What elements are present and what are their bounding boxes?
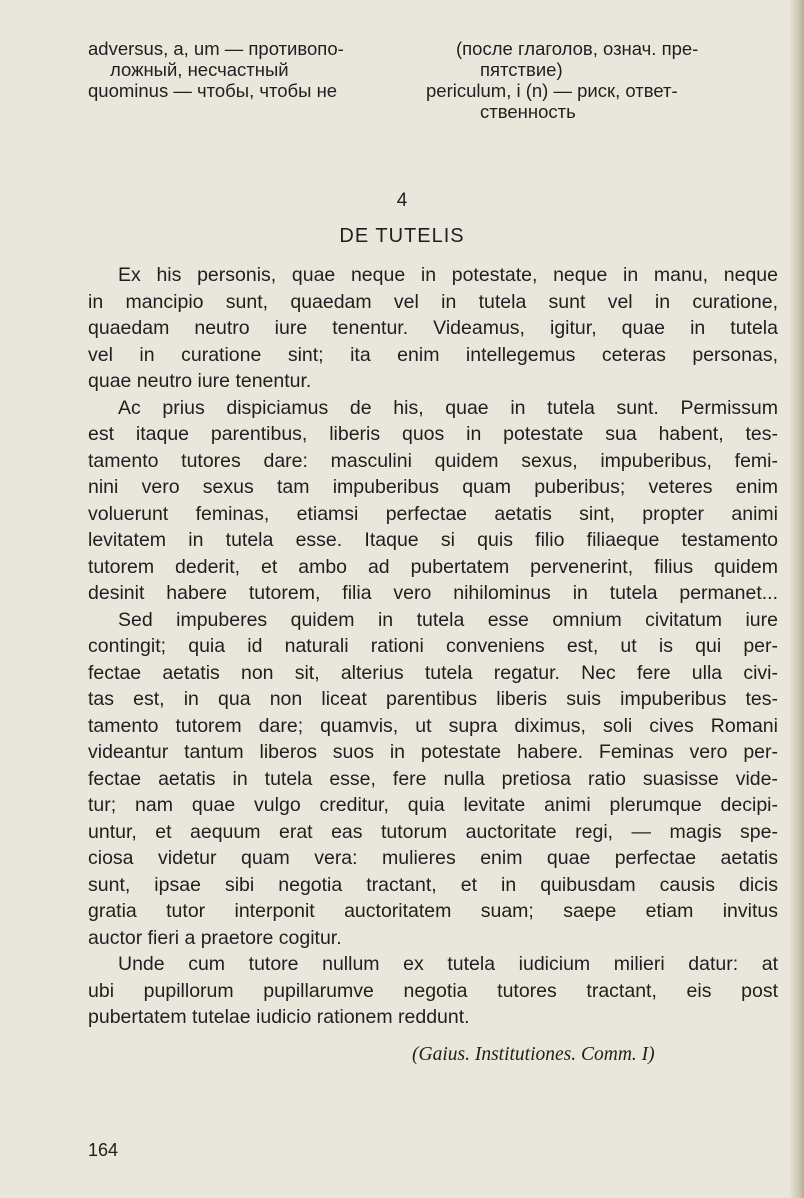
text-line: ubi pupillorum pupillarumve negotia tutores tractant, eis post: [88, 979, 778, 1002]
text-line: untur, et aequum erat eas tutorum auctoritate regi, — magis spe-: [88, 820, 778, 843]
text-line: ciosa videtur quam vera: mulieres enim quae perfectae aetatis: [88, 847, 778, 869]
text-line: quaedam neutro iure tenentur. Videamus, igitur, quae in tutela: [88, 317, 778, 339]
vocab-line: (после глаголов, означ. пре-: [456, 38, 699, 59]
text-line: fectae aetatis non sit, alterius tutela regatur. Nec fere ulla civi-: [88, 661, 778, 684]
text-line: fectae aetatis in tutela esse, fere nulla pretiosa ratio suasisse vide-: [88, 767, 778, 790]
page-edge: [790, 0, 804, 1198]
section-number: 4: [396, 190, 408, 211]
text-line: contingit; quia id naturali rationi conveniens est, ut is qui per-: [88, 635, 778, 657]
vocab-line: periculum, i (n) — риск, ответ-: [426, 80, 678, 101]
text-line: nini vero sexus tam impuberibus quam puberibus; veteres enim: [88, 476, 778, 498]
vocab-line: quominus — чтобы, чтобы не: [88, 80, 338, 101]
text-line: tutorem dederit, et ambo ad pubertatem pervenerint, filius quidem: [88, 555, 778, 578]
text-line: gratia tutor interponit auctoritatem suam; saepe etiam invitus: [88, 900, 778, 922]
text-line: videantur tantum liberos suos in potestate habere. Feminas vero per-: [88, 741, 778, 763]
text-line: Sed impuberes quidem in tutela esse omnium civitatum iure: [118, 608, 778, 631]
paragraph-1: [88, 262, 778, 395]
latin-text: [88, 262, 778, 1031]
text-line: Ex his personis, quae neque in potestate, neque in manu, neque: [118, 264, 778, 286]
paragraph-2: [88, 395, 778, 607]
vocabulary-left-column: [88, 38, 438, 101]
text-line: sunt, ipsae sibi negotia tractant, et in quibusdam causis dicis: [88, 873, 778, 896]
text-line: levitatem in tutela esse. Itaque si quis filio filiaeque testamento: [88, 529, 778, 551]
text-line: in mancipio sunt, quaedam vel in tutela sunt vel in curatione,: [88, 290, 778, 313]
text-line: est itaque parentibus, liberis quos in potestate sua habent, tes-: [88, 423, 778, 445]
text-line: Unde cum tutore nullum ex tutela iudicium milieri datur: at: [118, 953, 778, 975]
vocab-entry-adversus: [88, 38, 438, 80]
paragraph-4: [88, 951, 778, 1031]
text-line: tamento tutores dare: masculini quidem sexus, impuberibus, femi-: [88, 449, 778, 472]
source-citation: (Gaius. Institutiones. Comm. I): [412, 1044, 655, 1065]
vocab-line: ложный, несчастный: [110, 59, 289, 80]
text-line: tas est, in qua non liceat parentibus liberis suis impuberibus tes-: [88, 688, 778, 710]
page-number: 164: [88, 1140, 119, 1160]
text-line: vel in curatione sint; ita enim intellegemus ceteras personas,: [88, 343, 778, 366]
text-line: tur; nam quae vulgo creditur, quia levitate animi plerumque decipi-: [88, 794, 778, 816]
text-line: quae neutro iure tenentur.: [88, 370, 312, 392]
vocab-entry-quominus: [88, 80, 438, 101]
text-line: auctor fieri a praetore cogitur.: [88, 926, 342, 949]
text-line: desinit habere tutorem, filia vero nihilominus in tutela permanet...: [88, 582, 778, 604]
text-line: voluerunt feminas, etiamsi perfectae aetatis sint, propter animi: [88, 502, 778, 525]
text-line: tamento tutorem dare; quamvis, ut supra diximus, soli cives Romani: [88, 714, 778, 737]
vocab-entry-periculum: [426, 80, 796, 122]
vocab-line: ственность: [480, 101, 576, 122]
section-title: DE TUTELIS: [339, 225, 465, 247]
vocab-entry-continuation: [456, 38, 796, 80]
vocab-line: пятствие): [480, 59, 563, 80]
text-line: Ac prius dispiciamus de his, quae in tutela sunt. Permissum: [118, 396, 778, 419]
vocab-line: adversus, a, um — противопо-: [88, 38, 344, 59]
vocabulary-right-column: [426, 38, 796, 122]
text-line: pubertatem tutelae iudicio rationem reddunt.: [88, 1006, 470, 1028]
paragraph-3: [88, 607, 778, 952]
